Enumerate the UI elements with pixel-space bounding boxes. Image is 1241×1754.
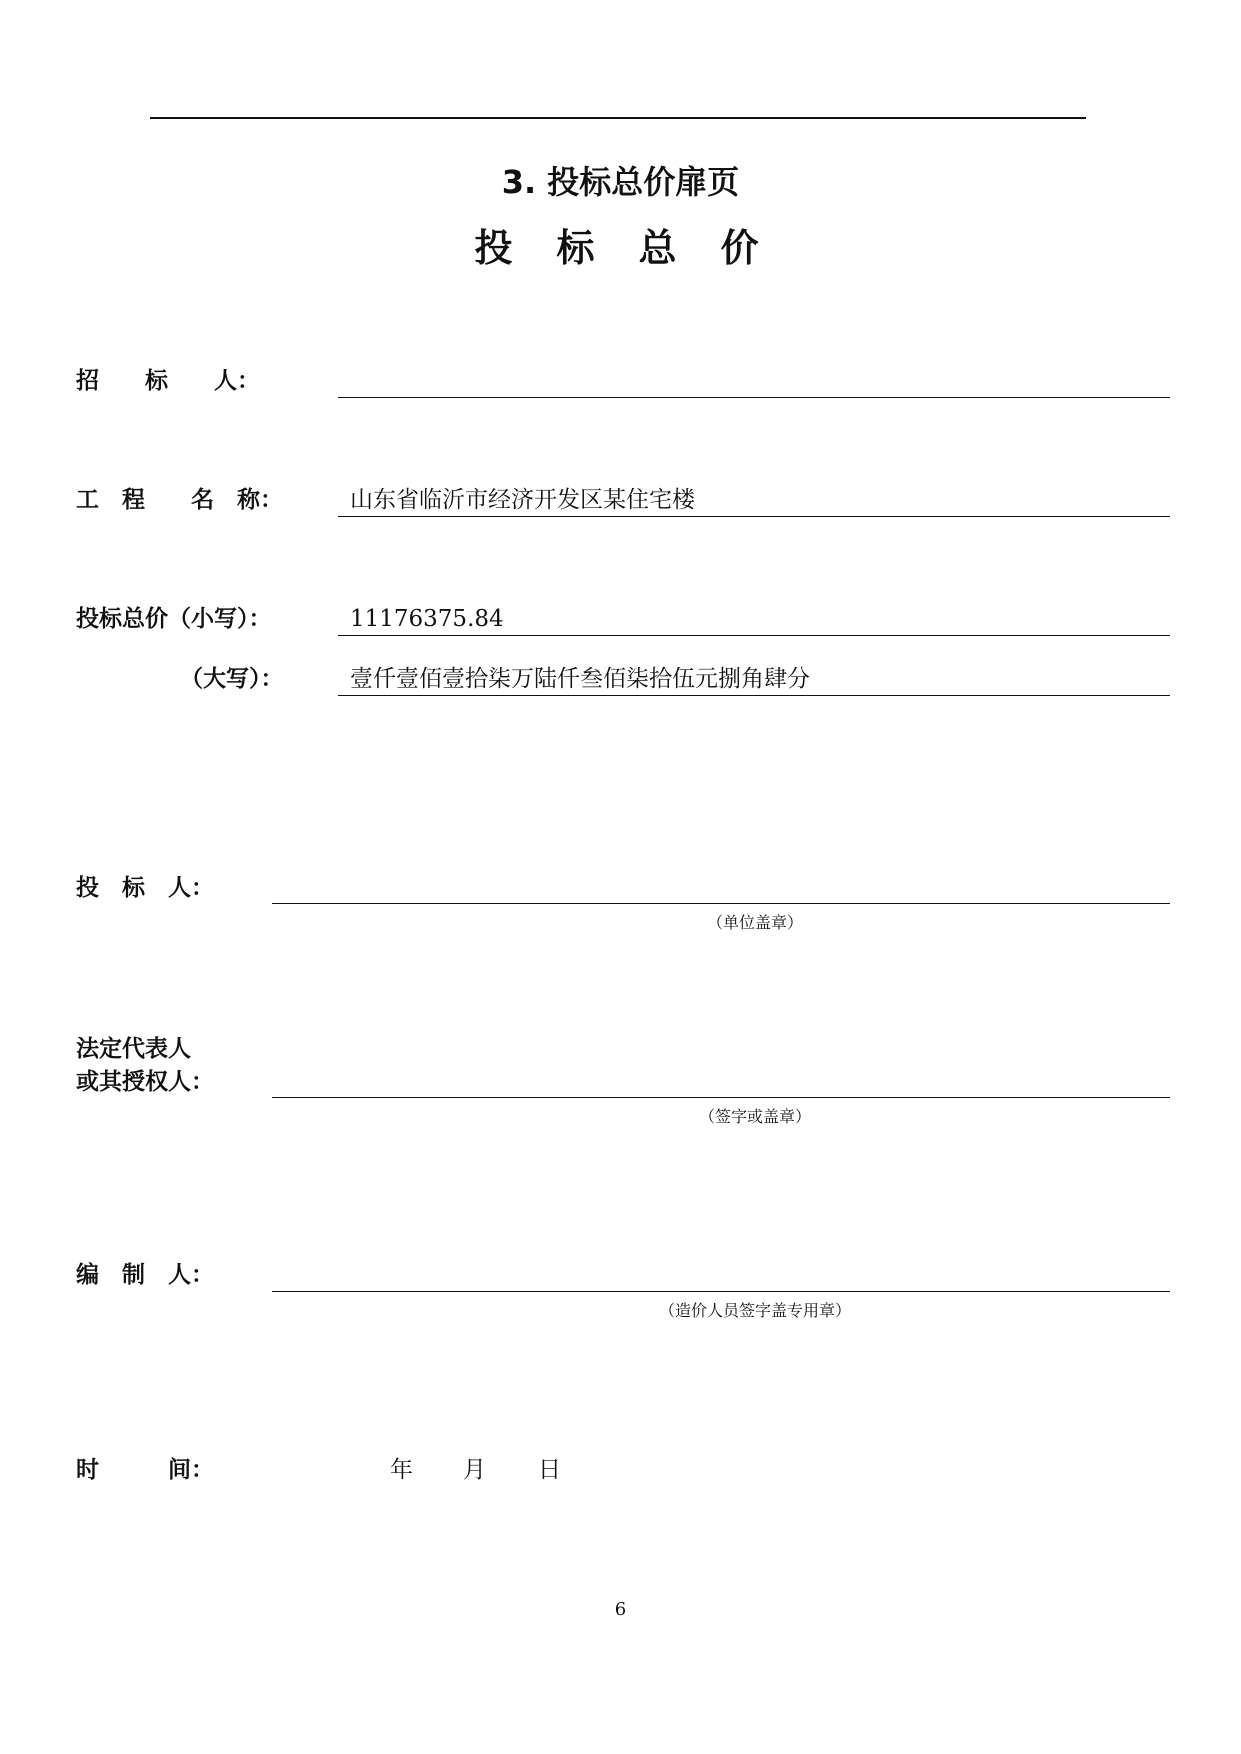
bidder-line bbox=[272, 903, 1170, 904]
legal-rep-note: （签字或盖章） bbox=[698, 1107, 811, 1126]
date-day: 日 bbox=[538, 1457, 561, 1483]
date-year: 年 bbox=[390, 1457, 413, 1483]
price-small-line bbox=[338, 635, 1170, 636]
bidder-note: （单位盖章） bbox=[706, 913, 803, 932]
compiler-label: 编 制 人： bbox=[76, 1262, 214, 1288]
compiler-line bbox=[272, 1291, 1170, 1292]
heading-char: 标 bbox=[556, 226, 603, 270]
price-big-line bbox=[338, 695, 1170, 696]
heading-char: 总 bbox=[638, 226, 685, 270]
tenderer-line bbox=[338, 397, 1170, 398]
page-number: 6 bbox=[614, 1599, 627, 1620]
document-heading bbox=[0, 225, 1241, 271]
compiler-note: （造价人员签字盖专用章） bbox=[658, 1301, 851, 1320]
page-title: 3. 投标总价扉页 bbox=[501, 163, 740, 201]
legal-rep-label-line1: 法定代表人 bbox=[76, 1036, 191, 1062]
price-big-label: （大写）： bbox=[180, 666, 284, 692]
heading-char: 投 bbox=[474, 226, 521, 270]
heading-char: 价 bbox=[720, 226, 767, 270]
project-name-line bbox=[338, 516, 1170, 517]
price-small-label: 投标总价（小写）： bbox=[76, 606, 272, 632]
tenderer-label: 招 标 人： bbox=[76, 368, 260, 394]
legal-rep-line bbox=[272, 1097, 1170, 1098]
price-big-value: 壹仟壹佰壹拾柒万陆仟叁佰柒拾伍元捌角肆分 bbox=[350, 666, 810, 692]
legal-rep-label-line2: 或其授权人： bbox=[76, 1069, 214, 1095]
project-name-value: 山东省临沂市经济开发区某住宅楼 bbox=[350, 487, 695, 513]
price-small-value: 11176375.84 bbox=[350, 606, 504, 632]
header-rule bbox=[150, 117, 1086, 119]
date-label: 时 间： bbox=[76, 1457, 214, 1483]
project-name-label: 工 程 名 称： bbox=[76, 487, 283, 513]
bidder-label: 投 标 人： bbox=[76, 875, 214, 901]
date-month: 月 bbox=[463, 1457, 486, 1483]
